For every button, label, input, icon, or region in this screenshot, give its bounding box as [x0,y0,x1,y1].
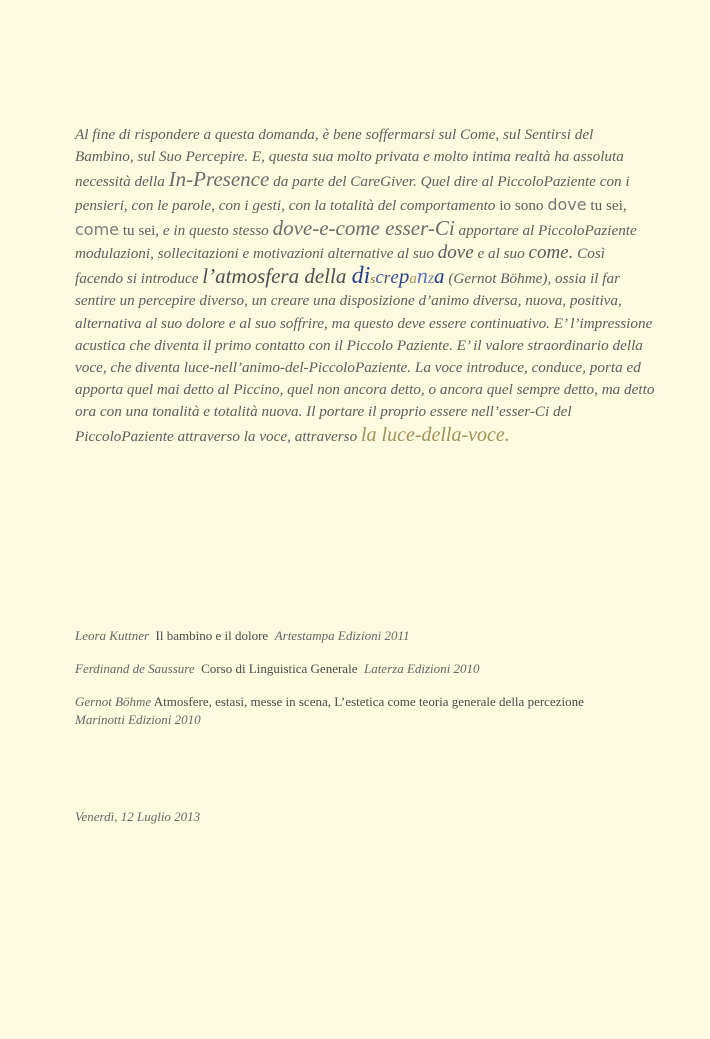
come-term-2: come. [528,242,574,264]
reference-author: Ferdinand de Saussure [75,661,195,676]
text-segment: da parte del CareGiver. Quel dire al PiccoloPaziente con i pensieri, con le parole, con i gesti, con la totalità del comportamento [75,173,630,214]
dove-term: dove [547,194,587,214]
dove-e-come-term: dove-e-come esser-Ci [272,215,455,240]
discrepanza-letter: s [370,271,376,287]
text-segment: tu sei, [119,221,160,239]
reference-title: Atmosfere, estasi, messe in scena, L’estetica come teoria generale della percezione [153,694,584,709]
atmosfera-term: l’atmosfera della [202,264,352,289]
reference-author: Gernot Böhme [75,694,152,709]
reference-publisher: Artestampa Edizioni 2011 [274,628,410,643]
text-segment: e al suo [473,245,529,263]
reference-publisher: Laterza Edizioni 2010 [363,661,480,676]
discrepanza-letter: c [375,267,384,289]
discrepanza-letter: r [383,268,391,288]
main-paragraph [75,124,655,448]
discrepanza-letter: n [416,263,428,289]
text-segment: apportare al PiccoloPaziente modulazioni, sollecitazioni e motivazioni alternative al suo [75,221,637,263]
text-segment: (Gernot Böhme), ossia il far sentire un percepire diverso, un creare una disposizione d’animo diversa, nuova, positiva, alternativa al suo dolore e al suo soffrire, ma questo deve essere continuativo. E’ l’impressione acustica che diventa il primo contatto con il Piccolo Paziente. E’ il valore straordinario della voce, che diventa luce-nell’animo-del-PiccoloPaziente. La voce introduce, conduce, porta ed apporta quel mai detto al Piccino, quel non ancora detto, o ancora quel sempre detto, ma detto ora con una tonalità e totalità nuova. Il portare il proprio essere nell’esser-Ci del PiccoloPaziente attraverso la voce, attraverso [75,270,655,445]
reference-title: Il bambino e il dolore [155,628,269,643]
luce-della-voce-term: la luce-della-voce. [360,423,510,446]
text-segment: Al fine di rispondere a questa domanda, è bene soffermarsi sul Come, sul Sentirsi del Bambino, sul Suo Percepire. E, questa sua molto privata e molto intima realtà ha assoluta necessità della [75,126,624,191]
text-segment: e in questo stesso [159,221,273,239]
discrepanza-letter: a [434,264,445,289]
discrepanza-word [351,263,445,290]
text-segment: tu sei, [586,196,627,214]
reference-item [75,627,675,645]
reference-publisher: Marinotti Edizioni 2010 [75,712,201,727]
discrepanza-letter: a [409,271,417,288]
reference-title: Corso di Linguistica Generale [201,661,358,676]
reference-item [75,660,675,678]
come-term: come [75,219,120,239]
text-segment: Così facendo si introduce [75,245,606,288]
discrepanza-letter: z [427,270,435,288]
discrepanza-letter: p [398,264,410,289]
reference-author: Leora Kuttner [75,628,150,643]
discrepanza-letter: i [363,263,371,290]
io-sono-term: io sono [499,196,544,214]
discrepanza-letter: e [390,267,399,289]
discrepanza-letter: d [351,263,364,290]
document-date: Venerdì, 12 Luglio 2013 [75,809,201,824]
reference-item [75,693,675,729]
dove-term-2: dove [437,242,474,264]
in-presence-term: In-Presence [168,167,270,192]
